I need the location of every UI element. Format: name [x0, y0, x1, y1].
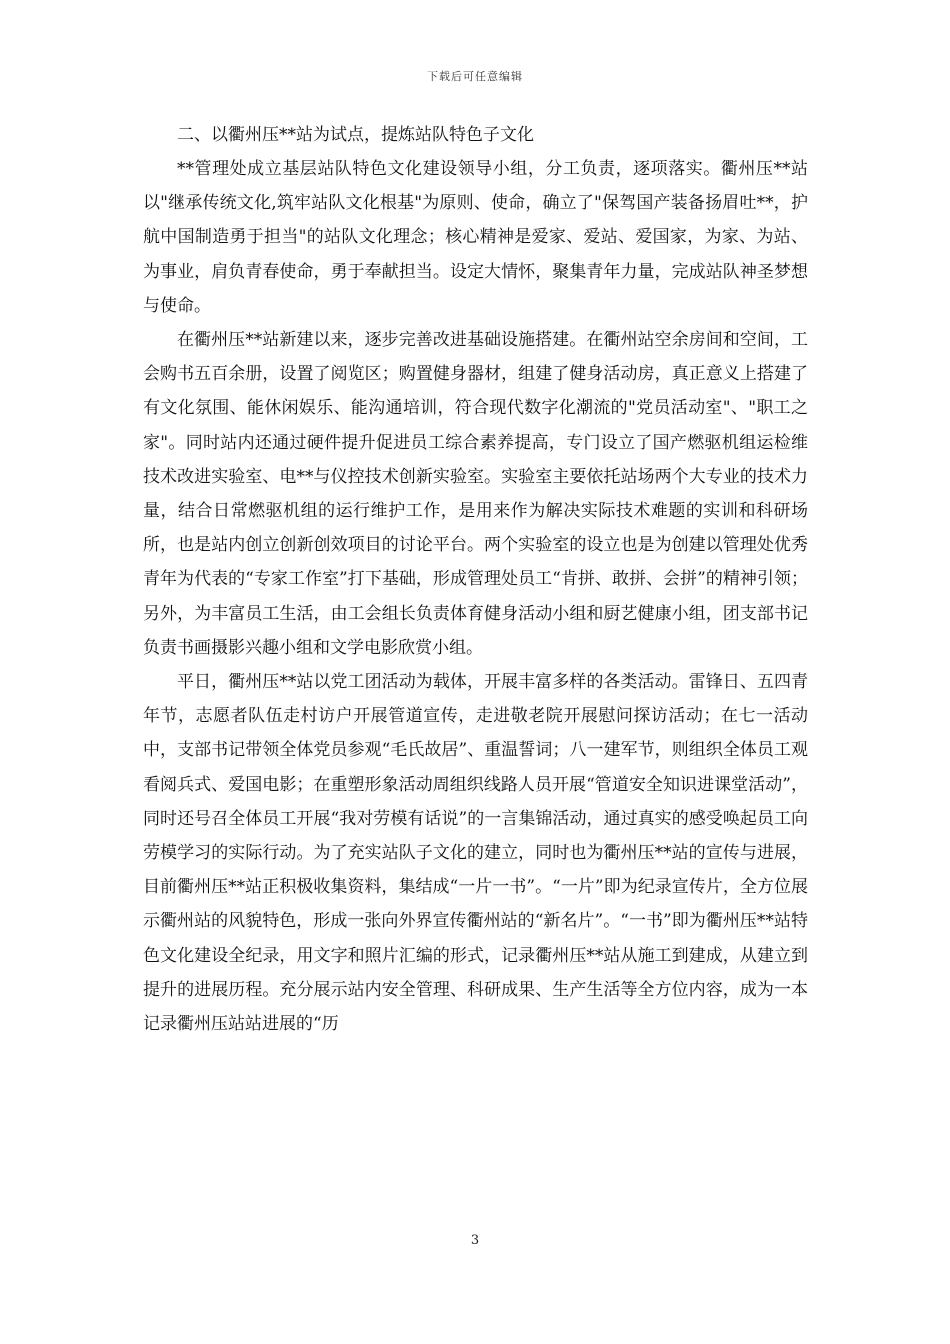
page-header-note: 下载后可任意编辑 [427, 70, 523, 83]
section-heading: 二、以衢州压**站为试点，提炼站队特色子文化 [177, 125, 534, 145]
paragraph-culture-concept: **管理处成立基层站队特色文化建设领导小组，分工负责，逐项落实。衢州压**站以"继承传统文化,筑牢站队文化根基"为原则、使命，确立了"保驾国产装备扬眉吐**，护航中国制造勇于担当"的站队文化理念；核心精神是爱家、爱站、爱国家，为家、为站、为事业，肩负青春使命，勇于奉献担当。设定大情怀，聚集青年力量，完成站队神圣梦想与使命。 [143, 159, 808, 316]
paragraph-activities: 平日，衢州压**站以党工团活动为载体，开展丰富多样的各类活动。雷锋日、五四青年节，志愿者队伍走村访户开展管道宣传，走进敬老院开展慰问探访活动；在七一活动中，支部书记带领全体党员参观“毛氏故居”、重温誓词；八一建军节，则组织全体员工观看阅兵式、爱国电影；在重塑形象活动周组织线路人员开展“管道安全知识进课堂活动”，同时还号召全体员工开展“我对劳模有话说”的一言集锦活动，通过真实的感受唤起员工向劳模学习的实际行动。为了充实站队子文化的建立，同时也为衢州压**站的宣传与进展，目前衢州压**站正积极收集资料，集结成“一片一书”。“一片”即为纪录宣传片，全方位展示衢州站的风貌特色，形成一张向外界宣传衢州站的“新名片”。“一书”即为衢州压**站特色文化建设全纪录，用文字和照片汇编的形式，记录衢州压**站从施工到建成，从建立到提升的进展历程。充分展示站内安全管理、科研成果、生产生活等全方位内容，成为一本记录衢州压站站进展的“历 [143, 672, 808, 1035]
page-number: 3 [470, 1233, 480, 1248]
document-body [143, 118, 808, 1041]
paragraph-infrastructure: 在衢州压**站新建以来，逐步完善改进基础设施搭建。在衢州站空余房间和空间，工会购书五百余册，设置了阅览区；购置健身器材，组建了健身活动房，真正意义上搭建了有文化氛围、能休闲娱乐、能沟通培训，符合现代数字化潮流的"党员活动室"、"职工之家"。同时站内还通过硬件提升促进员工综合素养提高，专门设立了国产燃驱机组运检维技术改进实验室、电**与仪控技术创新实验室。实验室主要依托站场两个大专业的技术力量，结合日常燃驱机组的运行维护工作，是用来作为解决实际技术难题的实训和科研场所，也是站内创立创新创效项目的讨论平台。两个实验室的设立也是为创建以管理处优秀青年为代表的“专家工作室”打下基础，形成管理处员工“肯拼、敢拼、会拼”的精神引领；另外，为丰富员工生活，由工会组长负责体育健身活动小组和厨艺健康小组，团支部书记负责书画摄影兴趣小组和文学电影欣赏小组。 [143, 330, 808, 658]
